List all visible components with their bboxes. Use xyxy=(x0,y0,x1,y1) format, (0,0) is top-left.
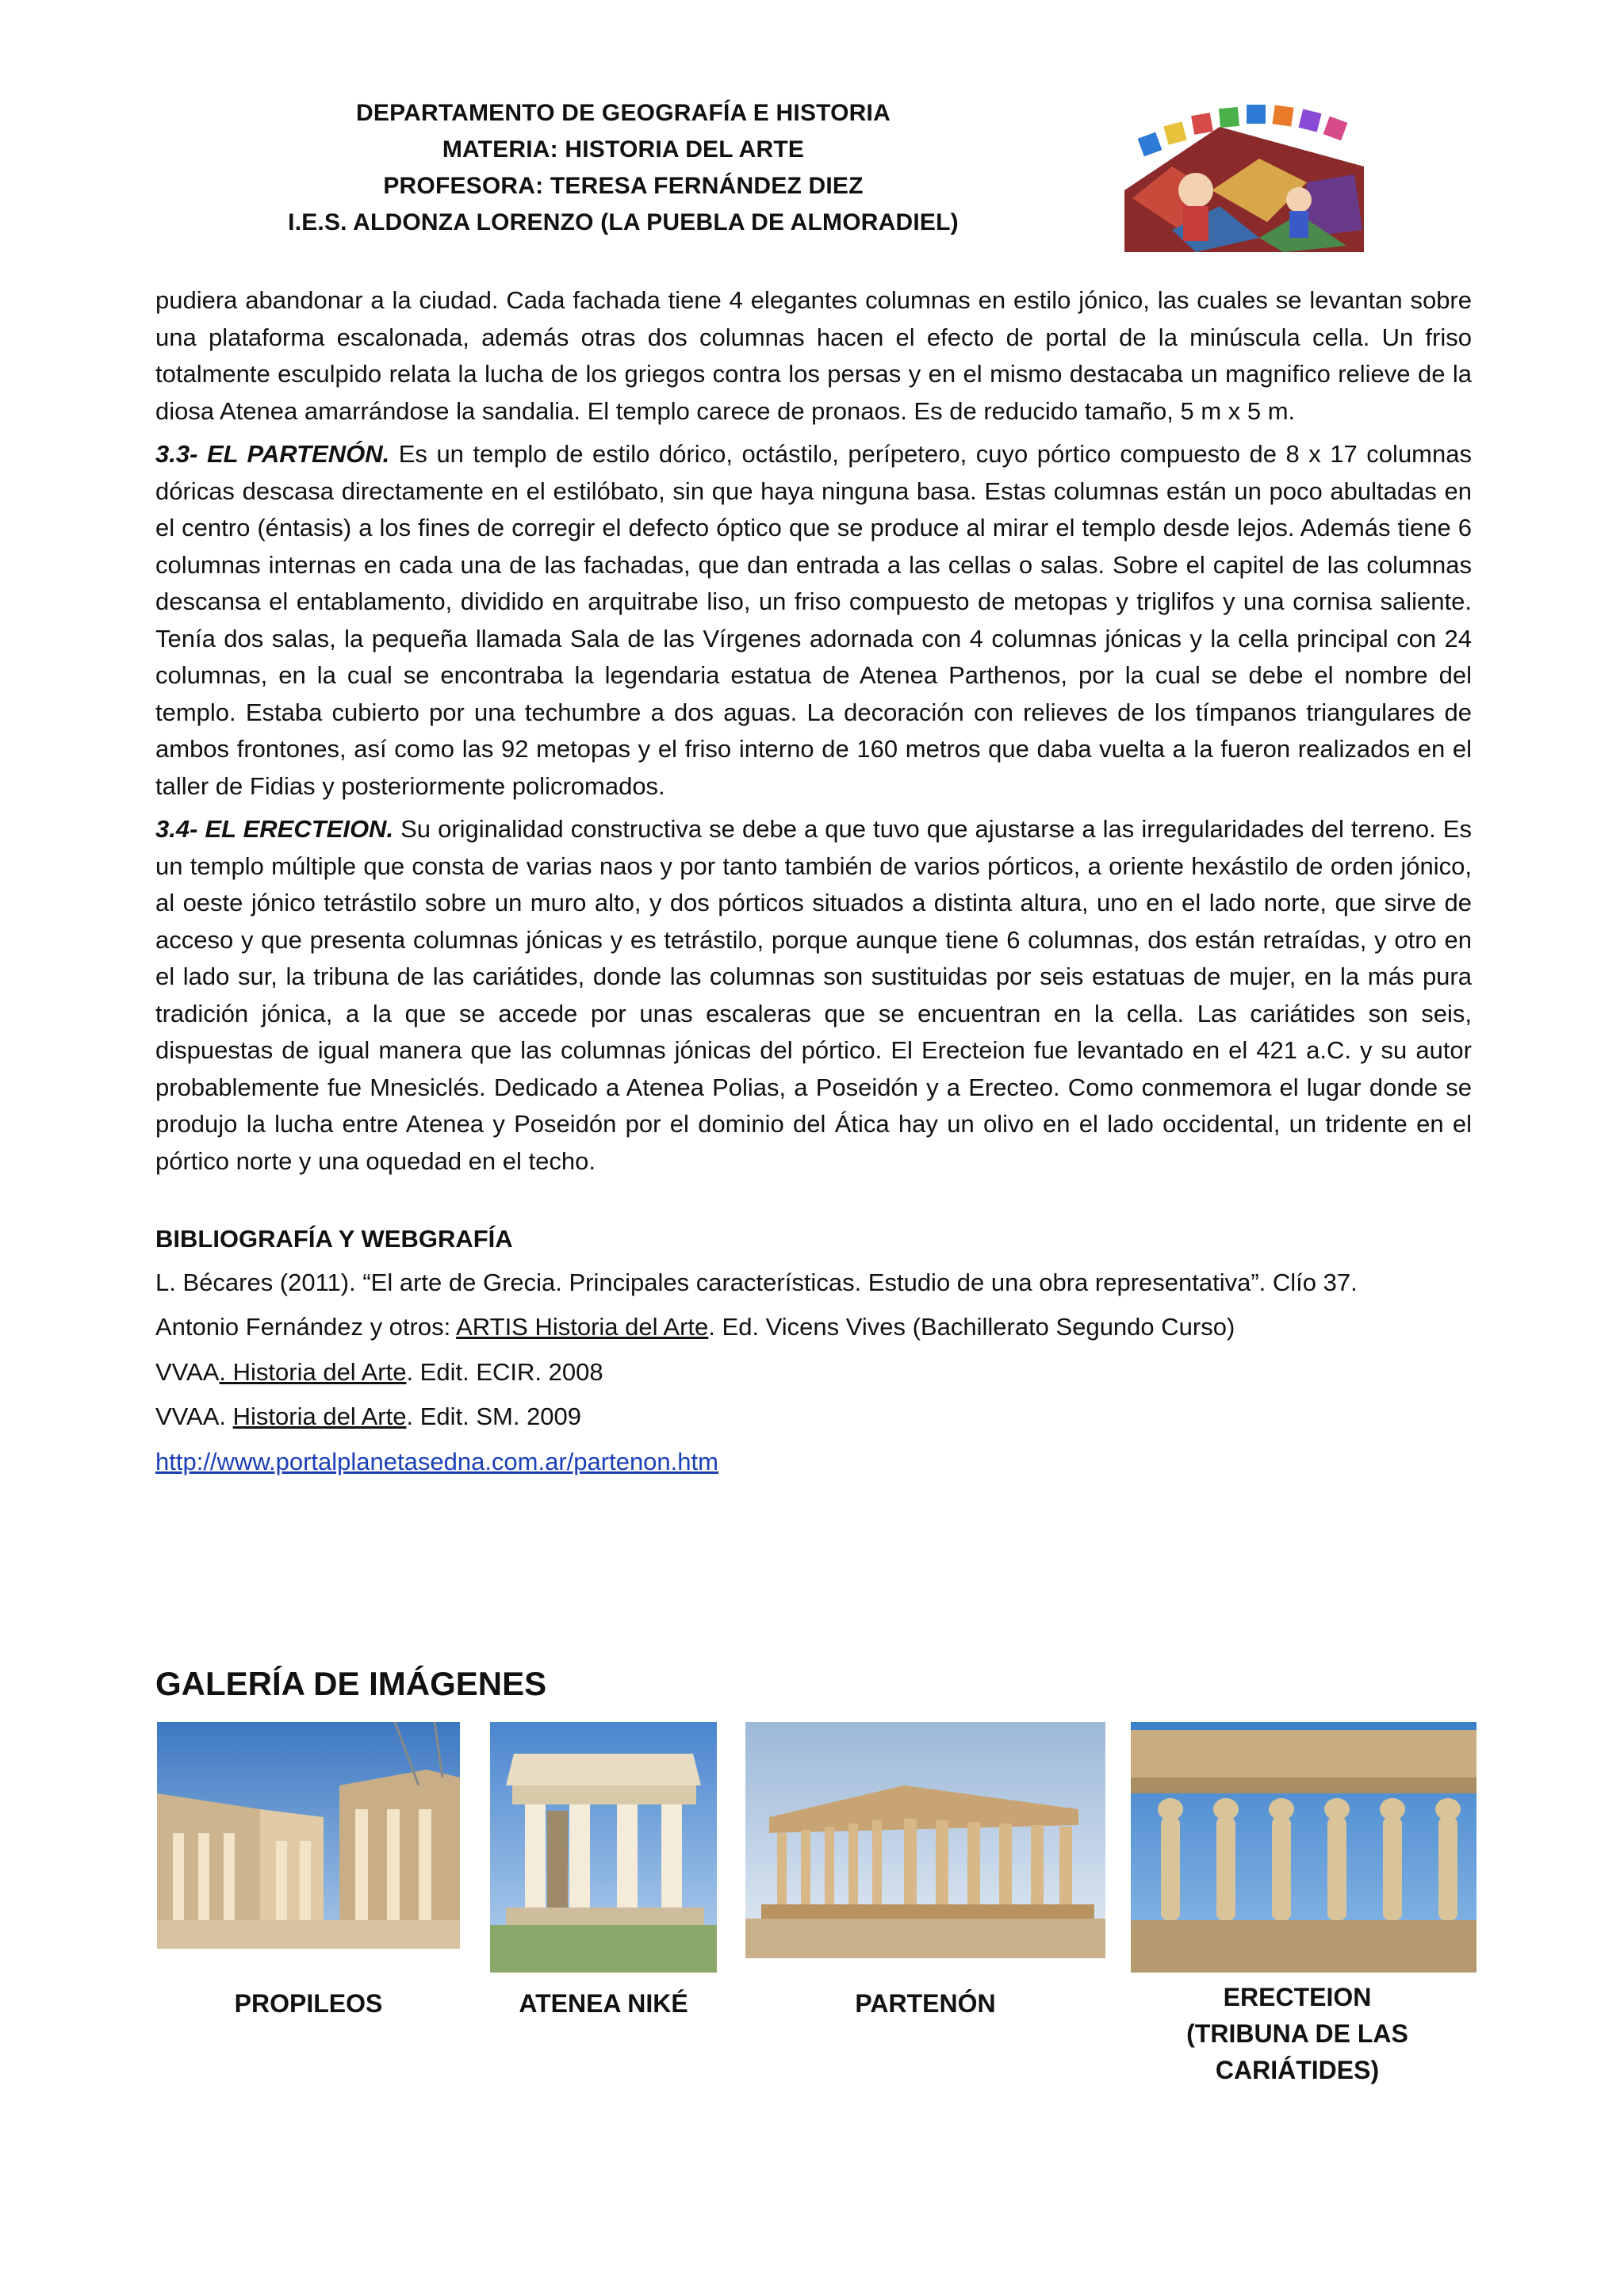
section-heading-partenon: 3.3- EL PARTENÓN. xyxy=(155,440,390,468)
paragraph-atenea-nike: pudiera abandonar a la ciudad. Cada fachada tiene 4 elegantes columnas en estilo jónico, las cuales se levantan sobre una plataforma escalonada, además otras dos columnas hacen el efecto de portal de la minúscula cella. Un friso totalmente esculpido relata la lucha de los griegos contra los persas y en el mismo destacaba un magnifico relieve de la diosa Atenea amarrándose la sandalia. El templo carece de pronaos. Es de reducido tamaño, 5 m x 5 m. xyxy=(155,286,1472,425)
header-department: DEPARTAMENTO DE GEOGRAFÍA E HISTORIA xyxy=(356,100,891,126)
main-content xyxy=(155,282,1472,1488)
header-teacher: PROFESORA: TERESA FERNÁNDEZ DIEZ xyxy=(383,173,864,199)
caption-partenon: PARTENÓN xyxy=(855,1989,996,2018)
caption-erecteion xyxy=(1131,1979,1464,2088)
atenea-nike-photo xyxy=(490,1722,717,1973)
bibliography-entry xyxy=(155,1444,1472,1481)
webgraphy-link[interactable]: http://www.portalplanetasedna.com.ar/partenon.htm xyxy=(155,1447,718,1475)
bibliography-entry xyxy=(155,1309,1472,1346)
header-subject: MATERIA: HISTORIA DEL ARTE xyxy=(442,136,805,163)
bib-text: . Ed. Vicens Vives (Bachillerato Segundo Curso) xyxy=(708,1313,1235,1341)
caption-propileos: PROPILEOS xyxy=(234,1989,383,2018)
bib-text: VVAA. xyxy=(155,1402,233,1430)
caption-erecteion-line2: (TRIBUNA DE LAS xyxy=(1186,2019,1408,2048)
caption-erecteion-line3: CARIÁTIDES) xyxy=(1215,2056,1380,2084)
gallery-title: GALERÍA DE IMÁGENES xyxy=(155,1665,547,1702)
bib-book-title: Historia del Arte xyxy=(232,1402,407,1430)
bib-text: Antonio Fernández y otros: xyxy=(155,1313,457,1341)
bib-text: . Edit. ECIR. 2008 xyxy=(406,1357,603,1386)
bib-text: VVAA xyxy=(155,1357,220,1386)
propileos-photo xyxy=(157,1722,460,1949)
bibliography-entry: L. Bécares (2011). “El arte de Grecia. Principales características. Estudio de una obra representativa”. Clío 37. xyxy=(155,1268,1358,1296)
section-heading-erecteion: 3.4- EL ERECTEION. xyxy=(155,815,394,843)
paragraph-erecteion xyxy=(155,811,1472,1180)
bibliography-entry xyxy=(155,1354,1472,1391)
bib-book-title: . Historia del Arte xyxy=(219,1357,407,1386)
school-logo-image xyxy=(1124,95,1364,252)
bib-book-title: ARTIS Historia del Arte xyxy=(456,1313,709,1341)
partenon-photo xyxy=(745,1722,1105,1958)
school-logo xyxy=(1124,95,1364,252)
bib-text: . Edit. SM. 2009 xyxy=(406,1402,582,1430)
erecteion-photo xyxy=(1131,1722,1477,1973)
bibliography-entry xyxy=(155,1399,1472,1436)
paragraph-erecteion-text: Su originalidad constructiva se debe a que tuvo que ajustarse a las irregularidades del terreno. Es un templo múltiple que consta de varias naos y por tanto también de varios pórticos, a oriente hexástilo de orden jónico, al oeste jónico tetrástilo sobre un muro alto, y dos pórticos situados a distinta altura, uno en el lado norte, que sirve de acceso y que presenta columnas jónicas y es tetrástilo, porque aunque tiene 6 columnas, dos están retraídas, y otro en el lado sur, la tribuna de las cariátides, donde las columnas son sustituidas por seis estatuas de mujer, en la más pura tradición jónica, a la que se accede por unas escaleras que se encuentran en la cella. Las cariátides son seis, dispuestas de igual manera que las columnas jónicas del pórtico. El Erecteion fue levantado en el 421 a.C. y su autor probablemente fue Mnesiclés. Dedicado a Atenea Polias, a Poseidón y a Erecteo. Como conmemora el lugar donde se produjo la lucha entre Atenea y Poseidón por el dominio del Ática hay un olivo en el lado occidental, un tridente en el pórtico norte y una oquedad en el techo. xyxy=(155,815,1472,1175)
caption-erecteion-line1: ERECTEION xyxy=(1223,1983,1372,2011)
paragraph-partenon xyxy=(155,436,1472,805)
caption-atenea-nike: ATENEA NIKÉ xyxy=(519,1989,688,2018)
header-school: I.E.S. ALDONZA LORENZO (LA PUEBLA DE ALMORADIEL) xyxy=(288,209,959,235)
paragraph-partenon-text: Es un templo de estilo dórico, octástilo, perípetero, cuyo pórtico compuesto de 8 x 17 columnas dóricas descasa directamente en el estilóbato, sin que haya ninguna basa. Estas columnas están un poco abultadas en el centro (éntasis) a los fines de corregir el defecto óptico que se produce al mirar el templo desde lejos. Además tiene 6 columnas internas en cada una de las fachadas, que dan entrada a las cellas o salas. Sobre el capitel de las columnas descansa el entablamento, dividido en arquitrabe liso, un friso compuesto de metopas y triglifos y una cornisa saliente. Tenía dos salas, la pequeña llamada Sala de las Vírgenes adornada con 4 columnas jónicas y la cella principal con 24 columnas, en la cual se encontraba la legendaria estatua de Atenea Parthenos, por la cual se debe el nombre del templo. Estaba cubierto por una techumbre a dos aguas. La decoración con relieves de los tímpanos triangulares de ambos frontones, así como las 92 metopas y el friso interno de 160 metros que daba vuelta a la fueron realizados en el taller de Fidias y posteriormente policromados. xyxy=(155,440,1472,800)
bibliography-title: BIBLIOGRAFÍA Y WEBGRAFÍA xyxy=(155,1225,513,1253)
bibliography-list xyxy=(155,1265,1472,1481)
document-header xyxy=(155,95,1091,241)
